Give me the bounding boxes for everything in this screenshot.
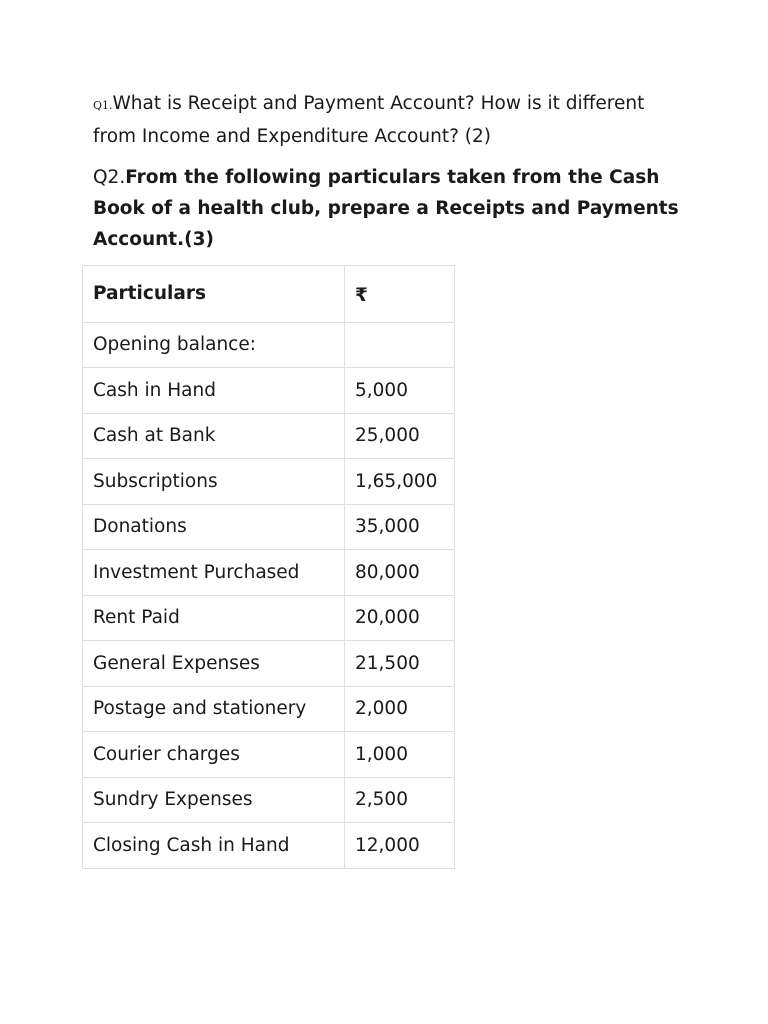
question-1 bbox=[93, 88, 693, 152]
question-1-text: What is Receipt and Payment Account? How is it different from Income and Expenditure Account? (2) bbox=[93, 93, 645, 147]
row-amount: 2,000 bbox=[345, 686, 455, 732]
table-row bbox=[83, 550, 455, 596]
row-particular: General Expenses bbox=[83, 641, 345, 687]
row-amount: 20,000 bbox=[345, 595, 455, 641]
row-amount: 1,000 bbox=[345, 732, 455, 778]
row-particular: Cash at Bank bbox=[83, 413, 345, 459]
row-amount: 5,000 bbox=[345, 368, 455, 414]
row-particular: Sundry Expenses bbox=[83, 777, 345, 823]
table-row bbox=[83, 459, 455, 505]
header-rupee-symbol: ₹ bbox=[345, 266, 455, 323]
question-2 bbox=[93, 162, 693, 255]
row-amount: 80,000 bbox=[345, 550, 455, 596]
row-amount: 1,65,000 bbox=[345, 459, 455, 505]
row-particular: Postage and stationery bbox=[83, 686, 345, 732]
document-page bbox=[93, 88, 693, 255]
row-amount bbox=[345, 322, 455, 368]
row-particular: Subscriptions bbox=[83, 459, 345, 505]
table-row bbox=[83, 732, 455, 778]
question-1-number: Q1. bbox=[93, 99, 113, 112]
header-particulars: Particulars bbox=[83, 266, 345, 323]
table-row bbox=[83, 686, 455, 732]
question-2-text: From the following particulars taken from the Cash Book of a health club, prepare a Receipts and Payments Account.(3) bbox=[93, 167, 679, 250]
row-particular: Closing Cash in Hand bbox=[83, 823, 345, 869]
table-header-row bbox=[83, 266, 455, 323]
question-2-number: Q2. bbox=[93, 167, 126, 188]
row-amount: 2,500 bbox=[345, 777, 455, 823]
table-row bbox=[83, 823, 455, 869]
row-amount: 25,000 bbox=[345, 413, 455, 459]
row-particular: Cash in Hand bbox=[83, 368, 345, 414]
table-row bbox=[83, 322, 455, 368]
table-row bbox=[83, 777, 455, 823]
table-row bbox=[83, 368, 455, 414]
row-particular: Courier charges bbox=[83, 732, 345, 778]
row-amount: 21,500 bbox=[345, 641, 455, 687]
row-particular: Rent Paid bbox=[83, 595, 345, 641]
table-row bbox=[83, 595, 455, 641]
particulars-table bbox=[82, 265, 455, 869]
row-amount: 12,000 bbox=[345, 823, 455, 869]
table-row bbox=[83, 413, 455, 459]
row-particular: Investment Purchased bbox=[83, 550, 345, 596]
table-row bbox=[83, 641, 455, 687]
row-particular: Donations bbox=[83, 504, 345, 550]
row-particular: Opening balance: bbox=[83, 322, 345, 368]
table-row bbox=[83, 504, 455, 550]
row-amount: 35,000 bbox=[345, 504, 455, 550]
